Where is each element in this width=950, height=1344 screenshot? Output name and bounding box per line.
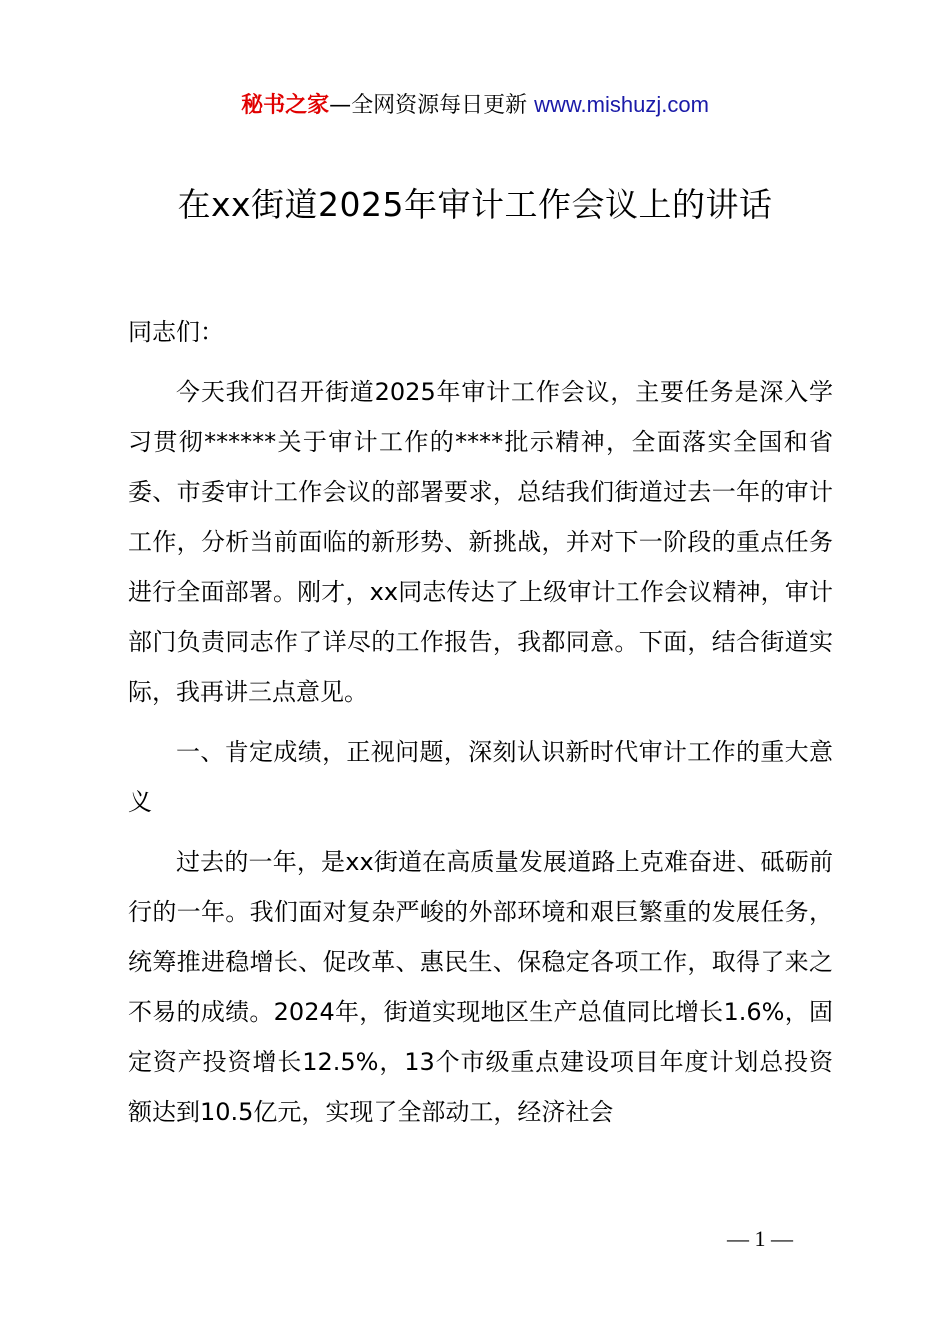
salutation: 同志们： <box>128 318 224 346</box>
page-number: — 1 — <box>727 1226 793 1251</box>
site-header <box>0 88 950 123</box>
section-heading-1: 一、肯定成绩，正视问题，深刻认识新时代审计工作的重大意义 <box>128 738 833 816</box>
paragraph-intro: 今天我们召开街道2025年审计工作会议，主要任务是深入学习贯彻******关于审计工作的****批示精神，全面落实全国和省委、市委审计工作会议的部署要求，总结我们街道过去一年的审计工作，分析当前面临的新形势、新挑战，并对下一阶段的重点任务进行全面部署。刚才，xx同志传达了上级审计工作会议精神，审计部门负责同志作了详尽的工作报告，我都同意。下面，结合街道实际，我再讲三点意见。 <box>128 378 833 706</box>
site-tagline: —全网资源每日更新 <box>329 93 535 118</box>
document-body <box>128 307 833 1137</box>
site-url-link[interactable]: www.mishuzj.com <box>534 92 709 117</box>
site-brand: 秘书之家 <box>241 93 330 118</box>
document-title: 在xx街道2025年审计工作会议上的讲话 <box>177 185 773 224</box>
paragraph-achievements: 过去的一年，是xx街道在高质量发展道路上克难奋进、砥砺前行的一年。我们面对复杂严峻的外部环境和艰巨繁重的发展任务，统筹推进稳增长、促改革、惠民生、保稳定各项工作，取得了来之不易的成绩。2024年，街道实现地区生产总值同比增长1.6%，固定资产投资增长12.5%，13个市级重点建设项目年度计划总投资额达到10.5亿元，实现了全部动工，经济社会 <box>128 848 833 1126</box>
